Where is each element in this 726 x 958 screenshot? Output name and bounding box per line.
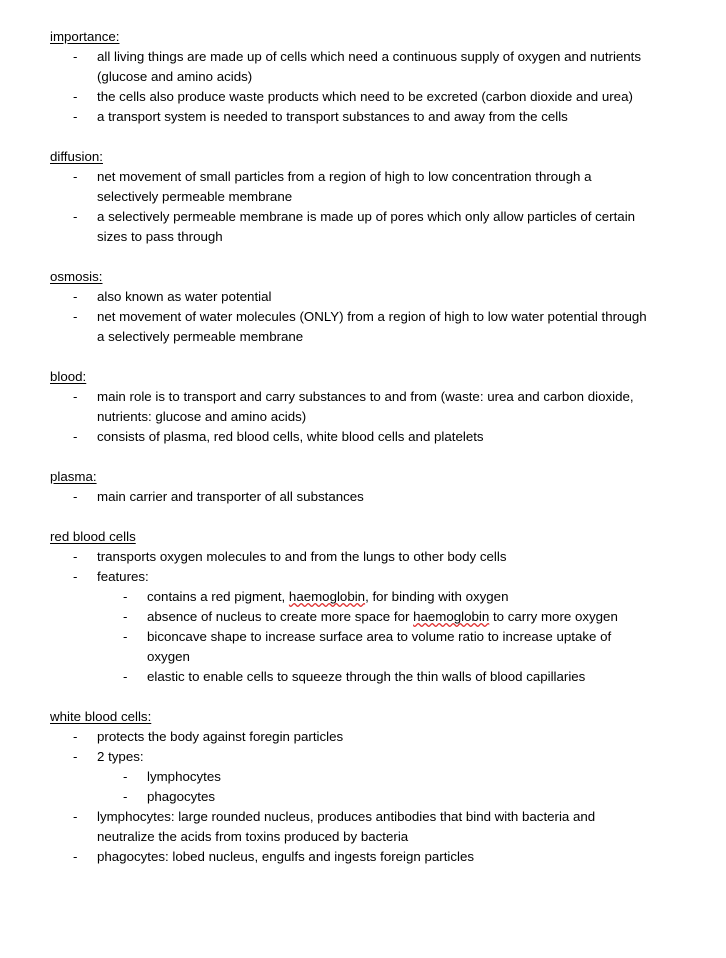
bullet-item-level-1 [50,47,656,87]
bullet-text: elastic to enable cells to squeeze through the thin walls of blood capillaries [147,669,586,684]
bullet-dash-marker: - [123,589,128,604]
bullet-item-level-1 [50,747,656,767]
bullet-dash-marker: - [73,309,78,324]
bullet-dash-marker: - [73,749,78,764]
bullet-dash-marker: - [73,389,78,404]
bullet-item-level-1 [50,287,656,307]
bullet-dash-marker: - [73,849,78,864]
bullet-dash-marker: - [73,209,78,224]
bullet-list [50,487,656,507]
bullet-text: consists of plasma, red blood cells, white blood cells and platelets [97,429,484,444]
bullet-list [50,727,656,867]
bullet-dash-marker: - [73,109,78,124]
bullet-dash-marker: - [123,669,128,684]
bullet-item-level-1 [50,727,656,747]
outline-section [50,467,656,507]
bullet-dash-marker: - [123,629,128,644]
section-heading: white blood cells: [50,709,152,724]
bullet-dash-marker: - [123,769,128,784]
bullet-item-level-1 [50,487,656,507]
bullet-list [50,47,656,127]
bullet-text: biconcave shape to increase surface area to volume ratio to increase uptake of oxygen [147,629,612,664]
document-body [50,27,656,867]
bullet-item-level-1 [50,307,656,347]
bullet-item-level-1 [50,107,656,127]
bullet-text: 2 types: [97,749,144,764]
bullet-dash-marker: - [73,289,78,304]
bullet-dash-marker: - [73,489,78,504]
outline-section [50,527,656,687]
spellcheck-misspelled-word: haemoglobin [288,589,366,604]
bullet-item-level-2 [50,587,656,607]
bullet-text: absence of nucleus to create more space for haemoglobin to carry more oxygen [147,609,618,624]
bullet-item-level-1 [50,567,656,587]
bullet-text: phagocytes: lobed nucleus, engulfs and ingests foreign particles [97,849,474,864]
bullet-item-level-2 [50,787,656,807]
bullet-text: net movement of water molecules (ONLY) from a region of high to low water potential through a selectively permeable membrane [97,309,647,344]
outline-section [50,267,656,347]
bullet-text: contains a red pigment, haemoglobin, for binding with oxygen [147,589,509,604]
bullet-text: net movement of small particles from a region of high to low concentration through a selectively permeable membrane [97,169,592,204]
bullet-text: a selectively permeable membrane is made up of pores which only allow particles of certain sizes to pass through [97,209,636,244]
bullet-dash-marker: - [73,429,78,444]
bullet-item-level-1 [50,387,656,427]
bullet-dash-marker: - [73,729,78,744]
bullet-item-level-1 [50,547,656,567]
bullet-item-level-1 [50,167,656,207]
outline-section [50,147,656,247]
bullet-text: also known as water potential [97,289,272,304]
bullet-text: transports oxygen molecules to and from the lungs to other body cells [97,549,507,564]
bullet-text: main carrier and transporter of all substances [97,489,364,504]
bullet-dash-marker: - [73,89,78,104]
section-heading: red blood cells [50,529,136,544]
bullet-item-level-2 [50,767,656,787]
bullet-item-level-1 [50,847,656,867]
bullet-text: all living things are made up of cells which need a continuous supply of oxygen and nutrients (glucose and amino acids) [97,49,642,84]
bullet-list [50,167,656,247]
outline-section [50,27,656,127]
bullet-text: a transport system is needed to transport substances to and away from the cells [97,109,568,124]
bullet-text: features: [97,569,149,584]
section-heading: osmosis: [50,269,103,284]
bullet-dash-marker: - [123,789,128,804]
bullet-dash-marker: - [73,809,78,824]
section-heading: diffusion: [50,149,103,164]
bullet-item-level-2 [50,627,656,667]
bullet-dash-marker: - [73,549,78,564]
section-heading: blood: [50,369,87,384]
bullet-list [50,387,656,447]
bullet-item-level-1 [50,427,656,447]
outline-section [50,707,656,867]
spellcheck-misspelled-word: haemoglobin [413,609,490,624]
outline-section [50,367,656,447]
bullet-text: phagocytes [147,789,216,804]
bullet-dash-marker: - [73,569,78,584]
bullet-text: lymphocytes: large rounded nucleus, produces antibodies that bind with bacteria and neutralize the acids from toxins produced by bacteria [97,809,596,844]
section-heading: importance: [50,29,120,44]
bullet-item-level-1 [50,87,656,107]
section-heading: plasma: [50,469,97,484]
bullet-dash-marker: - [123,609,128,624]
bullet-text: main role is to transport and carry substances to and from (waste: urea and carbon dioxide, nutrients: glucose and amino acids) [97,389,634,424]
bullet-text: protects the body against foregin particles [97,729,344,744]
bullet-text: the cells also produce waste products which need to be excreted (carbon dioxide and urea) [97,89,633,104]
bullet-text: lymphocytes [147,769,221,784]
bullet-item-level-1 [50,207,656,247]
bullet-dash-marker: - [73,49,78,64]
bullet-item-level-2 [50,607,656,627]
bullet-item-level-2 [50,667,656,687]
bullet-item-level-1 [50,807,656,847]
bullet-list [50,287,656,347]
bullet-list [50,547,656,687]
bullet-dash-marker: - [73,169,78,184]
